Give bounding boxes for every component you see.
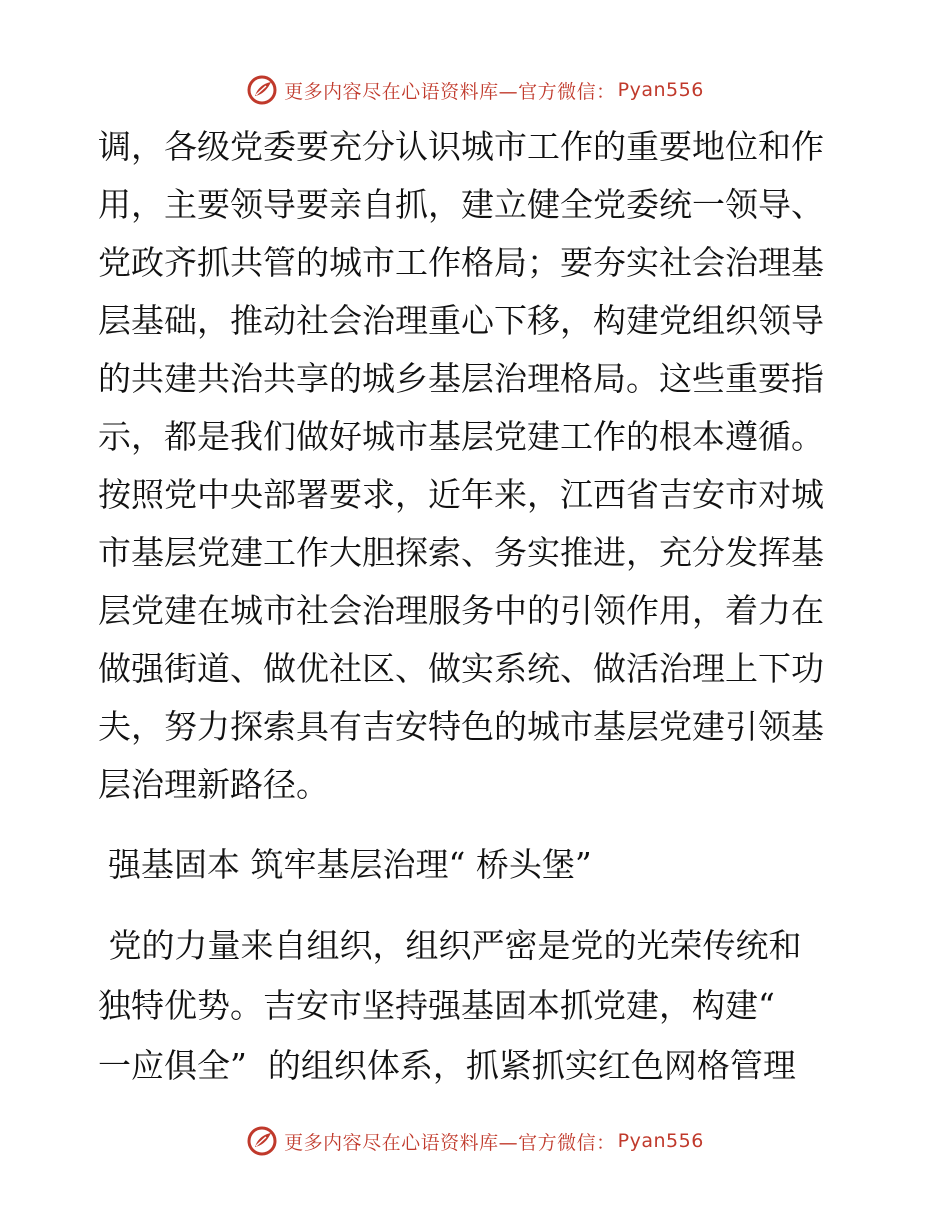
banner-wechat-id: Pyan556 xyxy=(617,1130,704,1152)
text-line: 用，主要领导要亲自抓，建立健全党委统一领导、 xyxy=(98,185,824,224)
text-line: 层党建在城市社会治理服务中的引领作用，着力在 xyxy=(98,591,824,630)
footer-banner xyxy=(0,1121,950,1161)
paragraph-2 xyxy=(98,916,858,1096)
text-line: 的共建共治共享的城乡基层治理格局。这些重要指 xyxy=(98,359,824,398)
leaf-logo-icon xyxy=(246,74,278,106)
paragraph-1 xyxy=(98,118,858,814)
text-line: 夫，努力探索具有吉安特色的城市基层党建引领基 xyxy=(98,707,824,746)
leaf-logo-icon xyxy=(246,1125,278,1157)
text-line: 党的力量来自组织，组织严密是党的光荣传统和 xyxy=(98,926,802,965)
banner-wechat-id: Pyan556 xyxy=(617,79,704,101)
document-body xyxy=(98,118,858,1096)
section-heading: 强基固本 筑牢基层治理“ 桥头堡” xyxy=(108,845,592,884)
text-line: 示，都是我们做好城市基层党建工作的根本遵循。 xyxy=(98,417,824,456)
text-line: 调，各级党委要充分认识城市工作的重要地位和作 xyxy=(98,127,824,166)
text-line: 做强街道、做优社区、做实系统、做活治理上下功 xyxy=(98,649,824,688)
text-line: 层基础，推动社会治理重心下移，构建党组织领导 xyxy=(98,301,824,340)
text-line: 市基层党建工作大胆探索、务实推进，充分发挥基 xyxy=(98,533,824,572)
text-line: 独特优势。吉安市坚持强基固本抓党建，构建“ xyxy=(98,986,775,1025)
text-line: 一应俱全” 的组织体系，抓紧抓实红色网格管理 xyxy=(98,1046,796,1085)
text-line: 按照党中央部署要求，近年来，江西省吉安市对城 xyxy=(98,475,824,514)
text-line: 层治理新路径。 xyxy=(98,765,329,804)
header-banner xyxy=(0,70,950,110)
banner-text: 更多内容尽在心语资料库—官方微信： xyxy=(284,1131,616,1154)
banner-text: 更多内容尽在心语资料库—官方微信： xyxy=(284,80,616,103)
text-line: 党政齐抓共管的城市工作格局；要夯实社会治理基 xyxy=(98,243,824,282)
